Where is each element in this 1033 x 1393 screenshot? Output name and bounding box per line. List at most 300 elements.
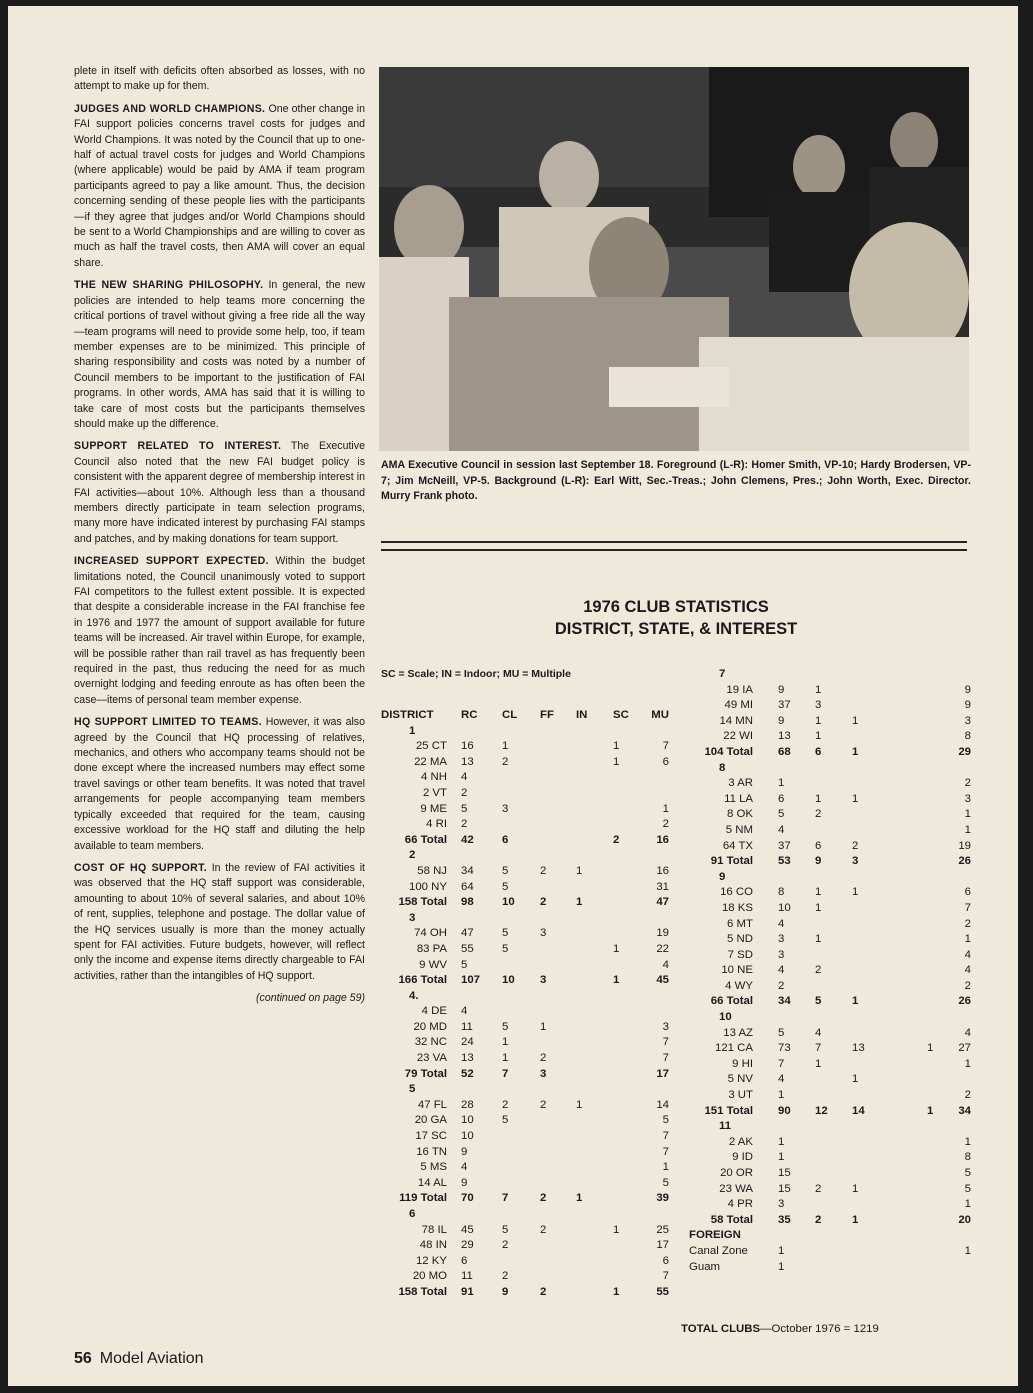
- count-cell: 9: [461, 1145, 468, 1158]
- state-label: 5 MS: [420, 1161, 447, 1174]
- district-total-row: [689, 1104, 979, 1120]
- count-cell: 24: [461, 1036, 474, 1049]
- count-cell: 1: [927, 1104, 934, 1117]
- state-row: [689, 776, 979, 792]
- state-label: 104 Total: [704, 745, 753, 758]
- count-cell: 1: [778, 1260, 785, 1273]
- count-cell: 2: [461, 786, 468, 799]
- state-label: 58 NJ: [417, 864, 447, 877]
- stats-title: [381, 596, 971, 640]
- count-cell: 2: [540, 1285, 547, 1298]
- count-cell: 1: [852, 1073, 859, 1086]
- state-label: 48 IN: [419, 1239, 447, 1252]
- state-row: [689, 1150, 979, 1166]
- count-cell: 4: [815, 1026, 822, 1039]
- article-section: [74, 554, 365, 708]
- count-cell: 1: [778, 1089, 785, 1102]
- count-cell: 7: [662, 740, 669, 753]
- state-label: 64 TX: [722, 839, 753, 852]
- state-row: [689, 885, 979, 901]
- count-cell: 2: [502, 1239, 509, 1252]
- district-number: 9: [719, 870, 726, 883]
- state-row: [689, 807, 979, 823]
- count-cell: 2: [461, 818, 468, 831]
- count-cell: 7: [502, 1192, 509, 1205]
- count-cell: 5: [502, 942, 509, 955]
- count-cell: 2: [815, 1213, 822, 1226]
- count-cell: 17: [656, 1239, 669, 1252]
- count-cell: 7: [662, 1145, 669, 1158]
- count-cell: 5: [502, 864, 509, 877]
- count-cell: 9: [502, 1285, 509, 1298]
- state-label: 3 AR: [728, 777, 753, 790]
- total-clubs-value: —October 1976 = 1219: [760, 1323, 879, 1335]
- stats-table-left: [381, 708, 681, 1301]
- count-cell: 7: [815, 1042, 822, 1055]
- page-footer: [74, 1350, 204, 1368]
- count-cell: 14: [656, 1098, 669, 1111]
- state-row: [381, 802, 681, 818]
- state-row: [689, 823, 979, 839]
- count-cell: 2: [964, 917, 971, 930]
- count-cell: 4: [778, 917, 785, 930]
- count-cell: 2: [815, 964, 822, 977]
- count-cell: 22: [656, 942, 669, 955]
- district-heading-row: [381, 724, 681, 740]
- state-row: [381, 770, 681, 786]
- state-label: 20 MO: [412, 1270, 447, 1283]
- state-label: 4 PR: [727, 1198, 753, 1211]
- count-cell: 4: [778, 964, 785, 977]
- count-cell: 3: [815, 699, 822, 712]
- header-district: DISTRICT: [381, 709, 434, 721]
- count-cell: 5: [815, 995, 822, 1008]
- count-cell: 4: [964, 948, 971, 961]
- state-row: [689, 917, 979, 933]
- count-cell: 107: [461, 974, 481, 987]
- count-cell: 1: [576, 864, 583, 877]
- count-cell: 2: [540, 1098, 547, 1111]
- state-label: 23 VA: [416, 1052, 447, 1065]
- count-cell: 10: [461, 1130, 474, 1143]
- count-cell: 31: [656, 880, 669, 893]
- count-cell: 17: [656, 1067, 669, 1080]
- state-label: 66 Total: [710, 995, 753, 1008]
- count-cell: 8: [778, 886, 785, 899]
- count-cell: 1: [852, 886, 859, 899]
- count-cell: 1: [613, 1223, 620, 1236]
- count-cell: 2: [852, 839, 859, 852]
- state-row: [381, 942, 681, 958]
- state-label: 10 NE: [721, 964, 753, 977]
- count-cell: 98: [461, 896, 474, 909]
- count-cell: 4: [964, 1026, 971, 1039]
- table-body: [381, 724, 681, 1301]
- count-cell: 1: [778, 777, 785, 790]
- state-label: 58 Total: [710, 1213, 753, 1226]
- state-row: [381, 1238, 681, 1254]
- state-label: 4 RI: [426, 818, 447, 831]
- count-cell: 7: [662, 1270, 669, 1283]
- count-cell: 91: [461, 1285, 474, 1298]
- count-cell: 73: [778, 1042, 791, 1055]
- count-cell: 11: [461, 1270, 473, 1283]
- district-total-row: [689, 854, 979, 870]
- count-cell: 2: [540, 1192, 547, 1205]
- count-cell: 6: [662, 755, 669, 768]
- header-ff: FF: [540, 709, 554, 721]
- count-cell: 9: [461, 1176, 468, 1189]
- count-cell: 34: [958, 1104, 971, 1117]
- count-cell: 1: [778, 1151, 785, 1164]
- state-label: 16 TN: [416, 1145, 447, 1158]
- count-cell: 3: [540, 1067, 547, 1080]
- article-section: [74, 861, 365, 984]
- count-cell: 1: [576, 896, 583, 909]
- count-cell: 1: [964, 808, 971, 821]
- page-number: 56: [74, 1350, 92, 1367]
- state-label: 14 MN: [719, 714, 753, 727]
- state-row: [689, 839, 979, 855]
- district-heading-row: [689, 761, 979, 777]
- count-cell: 2: [778, 979, 785, 992]
- section-heading: THE NEW SHARING PHILOSOPHY.: [74, 279, 264, 292]
- state-row: [689, 1197, 979, 1213]
- state-label: 9 HI: [732, 1057, 753, 1070]
- count-cell: 13: [461, 1052, 474, 1065]
- state-row: [689, 792, 979, 808]
- district-heading-row: [689, 667, 979, 683]
- count-cell: 5: [964, 1167, 971, 1179]
- count-cell: 1: [613, 740, 620, 753]
- section-body: One other change in FAI support policies concerns travel costs for judges and World Champions. It was noted by the Council that up to one-half of actual travel costs for judges and World Champions (where applicable) would be paid by AMA if team program participants agreed to pay a like amount. Thus, the decision concerning sending of these people lies with the participants—if they agree that judges and/or World Champions should be sent to a World Championships and are willing to cover as much as half the travel costs, then AMA will cover an equal share.: [74, 102, 366, 269]
- photo-illustration: [379, 67, 969, 451]
- section-body: However, it was also agreed by the Council that HQ processing of relatives, mechanics, and others who accompany teams should not be done except where the increased numbers may effect some travel savings or other team benefits. It was noted that travel arrangements for people accompanying team members typically exceeded that required for the team, causing excessive workload for the HQ staff and diluting the help available to team members.: [74, 716, 365, 852]
- state-row: [689, 948, 979, 964]
- state-label: 9 ME: [420, 802, 447, 815]
- state-label: 79 Total: [404, 1067, 447, 1080]
- continued-note: (continued on page 59): [256, 992, 365, 1005]
- state-label: 3 UT: [728, 1089, 753, 1102]
- count-cell: 1: [852, 745, 859, 758]
- state-row: [381, 755, 681, 771]
- count-cell: 12: [815, 1104, 828, 1117]
- count-cell: 2: [540, 1052, 547, 1065]
- count-cell: 45: [461, 1223, 474, 1236]
- count-cell: 13: [461, 755, 474, 768]
- state-label: 78 IL: [421, 1223, 447, 1236]
- count-cell: 28: [461, 1098, 474, 1111]
- state-label: 4 NH: [421, 771, 447, 784]
- count-cell: 1: [778, 1135, 785, 1148]
- state-label: 5 ND: [727, 933, 753, 946]
- count-cell: 1: [852, 1213, 859, 1226]
- photo-caption: AMA Executive Council in session last September 18. Foreground (L-R): Homer Smith, VP-10; Hardy Brodersen, VP-7; Jim McNeill, VP-5. Background (L-R): Earl Witt, Sec.-Treas.; John Clemens, Pres.; John Worth, Exec. Director. Murry Frank photo.: [381, 459, 971, 503]
- state-row: [689, 683, 979, 699]
- count-cell: 1: [852, 714, 859, 727]
- state-label: 32 NC: [414, 1036, 447, 1049]
- count-cell: 9: [964, 699, 971, 712]
- count-cell: 15: [778, 1182, 791, 1195]
- count-cell: 3: [662, 1020, 669, 1033]
- state-row: [689, 729, 979, 745]
- district-number: 3: [409, 911, 416, 924]
- state-label: 20 GA: [414, 1114, 447, 1127]
- state-label: 4 WY: [725, 979, 753, 992]
- state-label: 22 MA: [414, 755, 447, 768]
- section-body: Within the budget limitations noted, the Council unanimously voted to support FAI competitors to the fullest extent possible. It is expected that despite a considerable increase in the FAI franchise fee in 1976 and 1977 the amount of support available for future teams will be increased. Air travel within Europe, for example, will be possible rather than rail travel as has frequently been required in the past, thus reducing the need for as much overnight lodging and feeding enroute as has often been the case—items of personal team member expense.: [74, 555, 366, 706]
- section-heading: INCREASED SUPPORT EXPECTED.: [74, 555, 269, 568]
- count-cell: 3: [964, 792, 971, 805]
- article-column: [74, 64, 365, 1007]
- state-row: [689, 698, 979, 714]
- header-in: IN: [576, 709, 588, 721]
- district-heading-row: [689, 1228, 979, 1244]
- state-row: [689, 979, 979, 995]
- count-cell: 7: [502, 1067, 509, 1080]
- state-row: [381, 1020, 681, 1036]
- count-cell: 35: [778, 1213, 791, 1226]
- state-row: [689, 901, 979, 917]
- state-label: Canal Zone: [689, 1244, 748, 1257]
- count-cell: 29: [958, 745, 971, 758]
- state-label: 5 NV: [727, 1073, 753, 1086]
- district-number: 6: [409, 1208, 416, 1220]
- count-cell: 37: [778, 839, 791, 852]
- count-cell: 7: [778, 1057, 785, 1070]
- district-heading-row: [689, 1010, 979, 1026]
- count-cell: 5: [778, 808, 785, 821]
- count-cell: 16: [656, 833, 669, 846]
- state-row: [381, 1254, 681, 1270]
- count-cell: 16: [656, 864, 669, 877]
- state-row: [689, 1088, 979, 1104]
- state-label: 83 PA: [416, 942, 447, 955]
- district-total-row: [381, 1191, 681, 1207]
- state-label: 8 OK: [727, 808, 753, 821]
- state-row: [689, 932, 979, 948]
- count-cell: 1: [502, 1052, 509, 1065]
- count-cell: 14: [852, 1104, 865, 1117]
- header-cl: CL: [502, 709, 518, 721]
- state-label: 47 FL: [417, 1098, 447, 1111]
- count-cell: 1: [815, 886, 822, 899]
- count-cell: 13: [778, 730, 791, 743]
- district-number: 11: [719, 1120, 732, 1133]
- count-cell: 1: [502, 1036, 509, 1049]
- section-heading: SUPPORT RELATED TO INTEREST.: [74, 440, 282, 453]
- count-cell: 1: [852, 995, 859, 1008]
- count-cell: 7: [662, 1130, 669, 1143]
- count-cell: 5: [461, 802, 468, 815]
- state-row: [381, 1035, 681, 1051]
- state-label: 166 Total: [398, 974, 447, 987]
- state-row: [689, 714, 979, 730]
- article-section: [74, 278, 365, 432]
- count-cell: 70: [461, 1192, 474, 1205]
- state-label: Guam: [689, 1260, 721, 1273]
- article-section: [74, 102, 365, 271]
- count-cell: 1: [852, 1182, 859, 1195]
- state-row: [381, 1223, 681, 1239]
- state-label: 9 ID: [732, 1151, 753, 1164]
- state-label: 25 CT: [415, 740, 447, 753]
- district-number: FOREIGN: [689, 1229, 741, 1242]
- count-cell: 1: [613, 1285, 620, 1298]
- count-cell: 4: [461, 771, 468, 784]
- state-label: 19 IA: [726, 683, 753, 696]
- state-row: [381, 817, 681, 833]
- count-cell: 6: [502, 833, 509, 846]
- count-cell: 2: [964, 1089, 971, 1102]
- count-cell: 90: [778, 1104, 791, 1117]
- count-cell: 5: [778, 1026, 785, 1039]
- district-heading-row: [381, 848, 681, 864]
- stats-title-line1: 1976 CLUB STATISTICS: [583, 598, 769, 616]
- state-row: [689, 1041, 979, 1057]
- count-cell: 1: [964, 1057, 971, 1070]
- count-cell: 25: [656, 1223, 669, 1236]
- count-cell: 1: [613, 942, 620, 955]
- count-cell: 55: [656, 1285, 669, 1298]
- count-cell: 2: [540, 1223, 547, 1236]
- count-cell: 34: [778, 995, 791, 1008]
- table-header-row: [381, 708, 681, 724]
- state-row: [689, 1166, 979, 1182]
- state-label: 119 Total: [399, 1192, 447, 1205]
- stats-table-right: [689, 667, 979, 1275]
- count-cell: 5: [662, 1114, 669, 1127]
- count-cell: 3: [540, 974, 547, 987]
- state-row: [381, 958, 681, 974]
- section-divider: [381, 541, 967, 551]
- state-label: 121 CA: [715, 1042, 753, 1055]
- count-cell: 9: [778, 714, 785, 727]
- district-heading-row: [689, 870, 979, 886]
- count-cell: 2: [502, 1270, 509, 1283]
- count-cell: 1: [815, 792, 822, 805]
- district-number: 7: [719, 668, 726, 680]
- state-label: 100 NY: [409, 880, 447, 893]
- count-cell: 5: [662, 1176, 669, 1189]
- state-label: 22 WI: [723, 730, 753, 743]
- state-row: [689, 1244, 979, 1260]
- district-heading-row: [689, 1119, 979, 1135]
- district-total-row: [381, 833, 681, 849]
- count-cell: 5: [964, 1182, 971, 1195]
- state-label: 158 Total: [398, 896, 447, 909]
- count-cell: 1: [815, 683, 822, 696]
- state-label: 66 Total: [404, 833, 447, 846]
- count-cell: 45: [656, 974, 669, 987]
- state-row: [689, 1072, 979, 1088]
- count-cell: 5: [461, 958, 468, 971]
- count-cell: 7: [964, 901, 971, 914]
- state-label: 23 WA: [719, 1182, 753, 1195]
- count-cell: 6: [815, 839, 822, 852]
- count-cell: 4: [461, 1005, 468, 1018]
- stats-legend: SC = Scale; IN = Indoor; MU = Multiple: [381, 668, 571, 680]
- count-cell: 47: [656, 896, 669, 909]
- header-sc: SC: [613, 709, 629, 721]
- state-row: [381, 1145, 681, 1161]
- state-label: 20 MD: [413, 1020, 447, 1033]
- district-heading-row: [381, 1082, 681, 1098]
- district-heading-row: [381, 989, 681, 1005]
- count-cell: 13: [852, 1042, 865, 1055]
- district-total-row: [381, 1067, 681, 1083]
- count-cell: 2: [613, 833, 620, 846]
- count-cell: 5: [502, 880, 509, 893]
- count-cell: 16: [461, 740, 474, 753]
- count-cell: 1: [815, 730, 822, 743]
- state-row: [381, 926, 681, 942]
- count-cell: 39: [656, 1192, 669, 1205]
- article-section: [74, 439, 365, 547]
- count-cell: 20: [958, 1213, 971, 1226]
- count-cell: 2: [540, 864, 547, 877]
- count-cell: 1: [964, 1198, 971, 1211]
- count-cell: 2: [662, 818, 669, 831]
- count-cell: 29: [461, 1239, 474, 1252]
- count-cell: 1: [815, 933, 822, 946]
- section-heading: JUDGES AND WORLD CHAMPIONS.: [74, 102, 266, 115]
- count-cell: 2: [964, 777, 971, 790]
- count-cell: 47: [461, 927, 474, 940]
- article-intro: plete in itself with deficits often absorbed as losses, with no attempt to make up for them.: [74, 65, 365, 93]
- count-cell: 3: [778, 948, 785, 961]
- district-number: 8: [719, 761, 726, 774]
- count-cell: 64: [461, 880, 474, 893]
- table-body: [689, 667, 979, 1275]
- count-cell: 2: [502, 755, 509, 768]
- count-cell: 10: [502, 974, 515, 987]
- count-cell: 3: [778, 933, 785, 946]
- count-cell: 19: [958, 839, 971, 852]
- count-cell: 3: [502, 802, 509, 815]
- state-row: [381, 1051, 681, 1067]
- count-cell: 2: [815, 808, 822, 821]
- count-cell: 1: [964, 823, 971, 836]
- count-cell: 3: [964, 714, 971, 727]
- count-cell: 4: [964, 964, 971, 977]
- state-row: [381, 1176, 681, 1192]
- state-label: 11 LA: [724, 792, 753, 805]
- state-row: [381, 739, 681, 755]
- count-cell: 1: [964, 1135, 971, 1148]
- district-number: 4.: [409, 989, 419, 1002]
- count-cell: 55: [461, 942, 474, 955]
- count-cell: 19: [656, 927, 669, 940]
- count-cell: 5: [502, 1020, 509, 1033]
- count-cell: 4: [662, 958, 669, 971]
- state-row: [381, 1098, 681, 1114]
- magazine-page: [8, 6, 1018, 1386]
- section-heading: COST OF HQ SUPPORT.: [74, 861, 207, 874]
- state-row: [381, 1269, 681, 1285]
- state-row: [689, 1057, 979, 1073]
- count-cell: 34: [461, 864, 474, 877]
- count-cell: 5: [502, 1223, 509, 1236]
- count-cell: 68: [778, 745, 791, 758]
- state-label: 158 Total: [398, 1285, 447, 1298]
- state-label: 7 SD: [727, 948, 753, 961]
- count-cell: 37: [778, 699, 791, 712]
- total-clubs: [681, 1323, 879, 1335]
- count-cell: 1: [964, 933, 971, 946]
- header-mu: MU: [651, 709, 669, 721]
- count-cell: 42: [461, 833, 474, 846]
